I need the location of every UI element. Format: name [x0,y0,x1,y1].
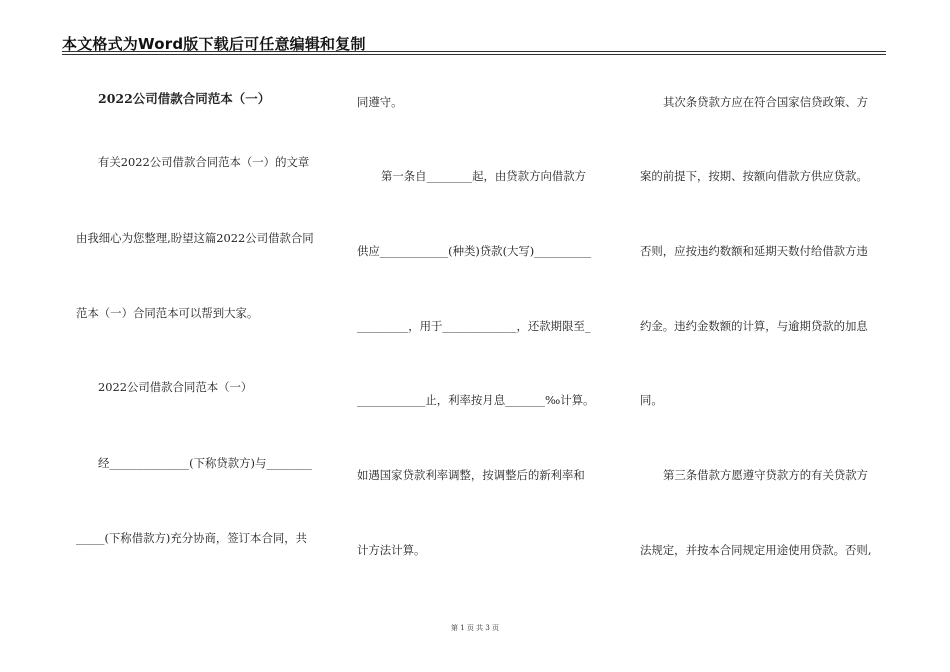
paragraph-line: 经______________(下称贷款方)与________ [98,456,312,470]
paragraph-line: _____(下称借款方)充分协商，签订本合同，共 [76,531,308,545]
paragraph-line: 否则，应按违约数额和延期天数付给借款方违 [640,244,868,258]
header-rule-top [62,51,886,52]
paragraph-line: 供应____________(种类)贷款(大写)__________ [357,244,592,258]
paragraph-line: 约金。违约金数额的计算，与逾期贷款的加息 [640,319,868,333]
paragraph-line: 第一条自________起，由贷款方向借款方 [381,169,587,183]
paragraph-line: 由我细心为您整理,盼望这篇2022公司借款合同 [76,231,314,245]
paragraph-line: 第三条借款方愿遵守贷款方的有关贷款方 [663,468,869,482]
paragraph-line: 法规定，并按本合同规定用途使用贷款。否则, [640,543,872,557]
paragraph-line: ____________止，利率按月息_______‰计算。 [357,393,595,407]
article-title: 2022公司借款合同范本（一） [98,91,271,106]
paragraph-line: 范本（一）合同范本可以帮到大家。 [76,306,259,320]
paragraph-line: 计方法计算。 [357,543,426,557]
paragraph-line: 如遇国家贷款利率调整，按调整后的新利率和 [357,468,585,482]
page-footer: 第 1 页 共 3 页 [450,624,500,632]
paragraph-line: 同遵守。 [357,95,403,109]
paragraph-line: 2022公司借款合同范本（一） [98,380,253,394]
paragraph-line: 同。 [640,393,663,407]
paragraph-line: 其次条贷款方应在符合国家信贷政策、方 [663,95,869,109]
paragraph-line: 有关2022公司借款合同范本（一）的文章 [98,155,310,169]
document-header: 本文格式为Word版下载后可任意编辑和复制 [62,35,366,53]
paragraph-line: _________，用于_____________，还款期限至_ [357,319,591,333]
header-rule-bottom [62,54,886,55]
paragraph-line: 案的前提下，按期、按额向借款方供应贷款。 [640,169,868,183]
